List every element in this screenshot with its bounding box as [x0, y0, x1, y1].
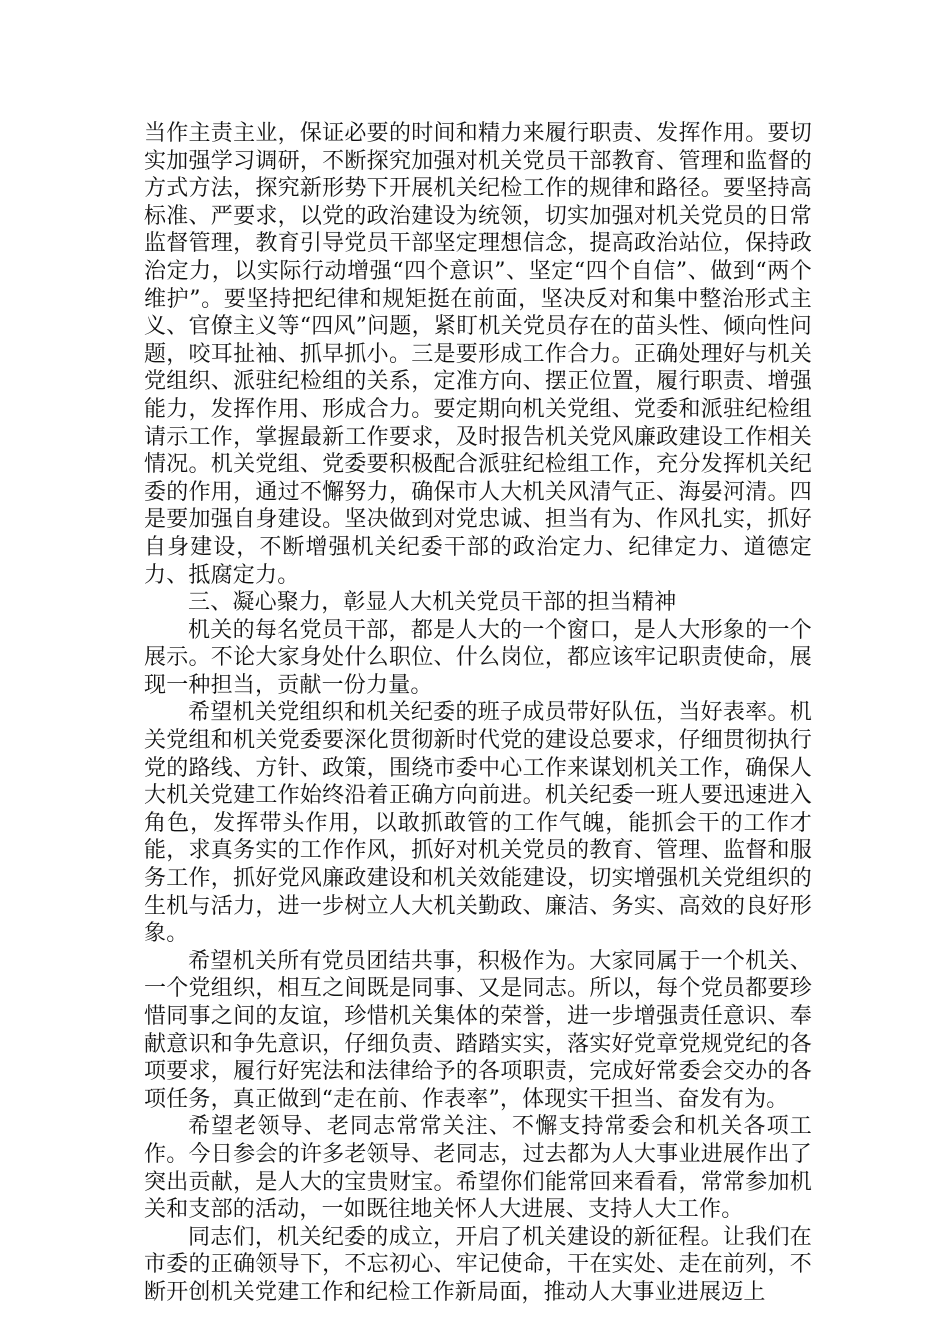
body-paragraph-1: 当作主责主业，保证必要的时间和精力来履行职责、发挥作用。要切实加强学习调研，不断探究加强对机关党员干部教育、管理和监督的方式方法，探究新形势下开展机关纪检工作的规律和路径。要坚持高标准、严要求，以党的政治建设为统领，切实加强对机关党员的日常监督管理，教育引导党员干部坚定理想信念，提高政治站位，保持政治定力，以实际行动增强“四个意识”、坚定“四个自信”、做到“两个维护”。要坚持把纪律和规矩挺在前面，坚决反对和集中整治形式主义、官僚主义等“四风”问题，紧盯机关党员存在的苗头性、倾向性问题，咬耳扯袖、抓早抓小。三是要形成工作合力。正确处理好与机关党组织、派驻纪检组的关系，定准方向、摆正位置，履行职责、增强能力，发挥作用、形成合力。要定期向机关党组、党委和派驻纪检组请示工作，掌握最新工作要求，及时报告机关党风廉政建设工作相关情况。机关党组、党委要积极配合派驻纪检组工作，充分发挥机关纪委的作用，通过不懈努力，确保市人大机关风清气正、海晏河清。四是要加强自身建设。坚决做到对党忠诚、担当有为、作风扎实，抓好自身建设，不断增强机关纪委干部的政治定力、纪律定力、道德定力、抵腐定力。: [144, 121, 812, 588]
body-paragraph-4: 希望机关所有党员团结共事，积极作为。大家同属于一个机关、一个党组织，相互之间既是同事、又是同志。所以，每个党员都要珍惜同事之间的友谊，珍惜机关集体的荣誉，进一步增强责任意识、奉献意识和争先意识，仔细负责、踏踏实实，落实好党章党规党纪的各项要求，履行好宪法和法律给予的各项职责，完成好常委会交办的各项任务，真正做到“走在前、作表率”，体现实干担当、奋发有为。: [144, 948, 812, 1112]
body-paragraph-5: 希望老领导、老同志常常关注、不懈支持常委会和机关各项工作。今日参会的许多老领导、老同志，过去都为人大事业进展作出了突出贡献，是人大的宝贵财宝。希望你们能常回来看看，常常参加机关和支部的活动，一如既往地关怀人大进展、支持人大工作。: [144, 1114, 812, 1223]
body-paragraph-2: 机关的每名党员干部，都是人大的一个窗口，是人大形象的一个展示。不论大家身处什么职位、什么岗位，都应该牢记职责使命，展现一种担当，贡献一份力量。: [144, 617, 812, 698]
body-paragraph-6: 同志们，机关纪委的成立，开启了机关建设的新征程。让我们在市委的正确领导下，不忘初心、牢记使命，干在实处、走在前列，不断开创机关党建工作和纪检工作新局面，推动人大事业进展迈上: [144, 1224, 812, 1305]
document-body: [144, 120, 812, 1307]
section-heading-3: 三、凝心聚力，彰显人大机关党员干部的担当精神: [188, 590, 677, 616]
body-paragraph-3: 希望机关党组织和机关纪委的班子成员带好队伍，当好表率。机关党组和机关党委要深化贯彻新时代党的建设总要求，仔细贯彻执行党的路线、方针、政策，围绕市委中心工作来谋划机关工作，确保人大机关党建工作始终沿着正确方向前进。机关纪委一班人要迅速进入角色，发挥带头作用，以敢抓敢管的工作气魄，能抓会干的工作才能，求真务实的工作作风，抓好对机关党员的教育、管理、监督和服务工作，抓好党风廉政建设和机关效能建设，切实增强机关党组织的生机与活力，进一步树立人大机关勤政、廉洁、务实、高效的良好形象。: [144, 700, 812, 947]
